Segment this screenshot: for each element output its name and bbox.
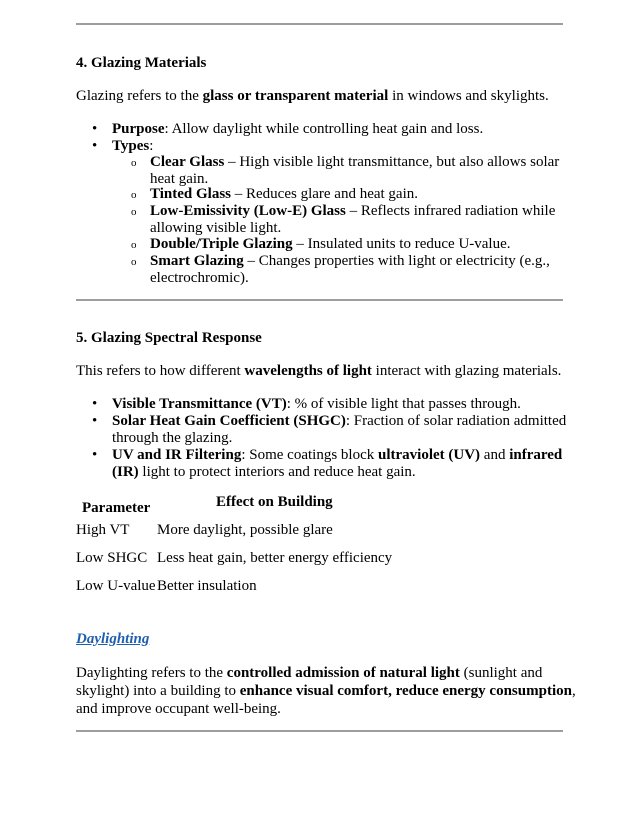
section-heading: 4. Glazing Materials — [76, 55, 207, 71]
horizontal-rule — [76, 23, 563, 25]
bullet-icon: • — [92, 396, 98, 412]
daylighting-link[interactable]: Daylighting — [76, 631, 150, 647]
list-item: UV and IR Filtering: Some coatings block ultraviolet (UV) and infrared — [112, 447, 563, 463]
bullet-icon: • — [92, 121, 98, 137]
bullet-icon: • — [92, 447, 98, 463]
paragraph: This refers to how different wavelengths of light interact with glazing materials. — [76, 363, 562, 379]
paragraph-line: Daylighting refers to the controlled admission of natural light (sunlight and — [76, 665, 543, 681]
paragraph-line: and improve occupant well-being. — [76, 701, 281, 717]
table-header-effect: Effect on Building — [216, 494, 333, 510]
sub-bullet-icon: o — [131, 189, 137, 201]
table-cell: High VT — [76, 522, 130, 538]
list-item-continuation: heat gain. — [150, 171, 209, 187]
list-item: Clear Glass – High visible light transmittance, but also allows solar — [150, 154, 560, 170]
horizontal-rule — [76, 730, 563, 732]
table-cell: More daylight, possible glare — [157, 522, 333, 538]
paragraph: Glazing refers to the glass or transparent material in windows and skylights. — [76, 88, 549, 104]
sub-bullet-icon: o — [131, 239, 137, 251]
list-item-continuation: electrochromic). — [150, 270, 249, 286]
list-item: Double/Triple Glazing – Insulated units to reduce U-value. — [150, 236, 511, 252]
list-item-continuation: through the glazing. — [112, 430, 233, 446]
table-cell: Better insulation — [157, 578, 257, 594]
sub-bullet-icon: o — [131, 206, 137, 218]
list-item: Smart Glazing – Changes properties with light or electricity (e.g., — [150, 253, 550, 269]
horizontal-rule — [76, 299, 563, 301]
list-item: Visible Transmittance (VT): % of visible light that passes through. — [112, 396, 521, 412]
list-item: Tinted Glass – Reduces glare and heat gain. — [150, 186, 419, 202]
list-item-continuation: allowing visible light. — [150, 220, 282, 236]
bullet-icon: • — [92, 138, 98, 154]
list-item: Types: — [112, 138, 154, 154]
list-item: Solar Heat Gain Coefficient (SHGC): Fraction of solar radiation admitted — [112, 413, 567, 429]
table-cell: Low U-value — [76, 578, 156, 594]
paragraph-line: skylight) into a building to enhance visual comfort, reduce energy consumption, — [76, 683, 576, 699]
table-cell: Low SHGC — [76, 550, 148, 566]
bullet-icon: • — [92, 413, 98, 429]
sub-bullet-icon: o — [131, 256, 137, 268]
section-heading: 5. Glazing Spectral Response — [76, 330, 262, 346]
list-item: Purpose: Allow daylight while controlling heat gain and loss. — [112, 121, 484, 137]
table-cell: Less heat gain, better energy efficiency — [157, 550, 393, 566]
table-header-parameter: Parameter — [82, 500, 151, 516]
list-item: Low-Emissivity (Low-E) Glass – Reflects infrared radiation while — [150, 203, 556, 219]
list-item-continuation: (IR) light to protect interiors and reduce heat gain. — [112, 464, 416, 480]
sub-bullet-icon: o — [131, 157, 137, 169]
